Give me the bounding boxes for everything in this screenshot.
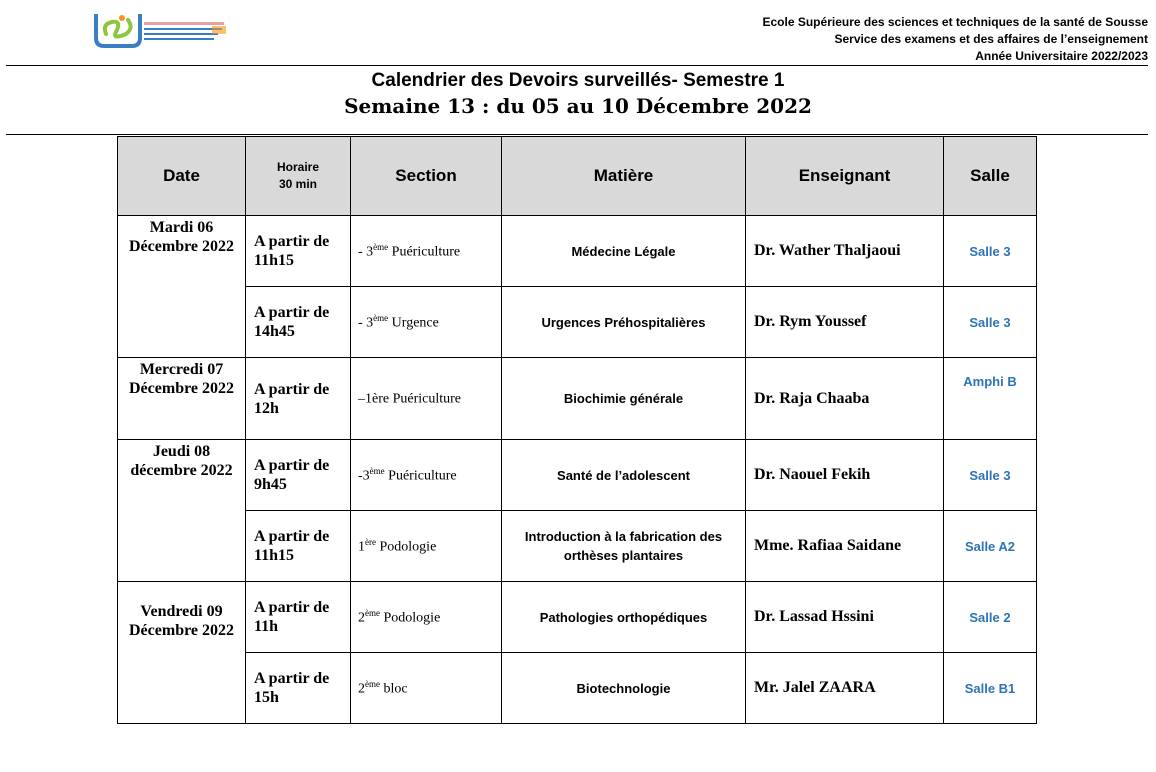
horaire-time: 12h <box>254 399 279 417</box>
date-cell <box>118 216 246 358</box>
horaire-label: A partir de <box>254 233 330 250</box>
institution-header <box>763 14 1149 65</box>
section-name: Podologie <box>376 539 437 555</box>
header-divider <box>6 65 1148 66</box>
enseignant-cell: Mr. Jalel ZAARA <box>746 653 944 724</box>
section-name: Urgence <box>388 315 439 331</box>
date-month: Décembre 2022 <box>129 380 234 397</box>
matiere-cell: Biotechnologie <box>502 653 746 724</box>
section-cell <box>351 653 502 724</box>
horaire-time: 14h45 <box>254 323 295 340</box>
horaire-label: A partir de <box>254 528 330 545</box>
service-name: Service des examens et des affaires de l’enseignement <box>834 32 1148 46</box>
section-prefix: 1 <box>358 539 365 555</box>
salle-cell: Amphi B <box>944 358 1037 440</box>
school-logo <box>92 12 227 48</box>
horaire-label: A partir de <box>254 304 330 321</box>
school-name: Ecole Supérieure des sciences et techniques de la santé de Sousse <box>762 15 1148 29</box>
horaire-cell <box>246 511 351 582</box>
section-prefix: - 3 <box>358 244 374 260</box>
matiere-cell: Urgences Préhospitalières <box>502 287 746 358</box>
horaire-time: 9h45 <box>254 476 287 493</box>
matiere-cell: Introduction à la fabrication des orthèses plantaires <box>502 511 746 582</box>
enseignant-cell: Dr. Naouel Fekih <box>746 440 944 511</box>
date-month: décembre 2022 <box>130 462 233 479</box>
date-month: Décembre 2022 <box>129 622 234 639</box>
horaire-cell <box>246 582 351 653</box>
horaire-cell <box>246 358 351 440</box>
date-cell <box>118 582 246 724</box>
enseignant-cell: Dr. Lassad Hssini <box>746 582 944 653</box>
col-salle: Salle <box>944 137 1037 216</box>
section-name: Puériculture <box>384 468 457 484</box>
date-cell <box>118 358 246 440</box>
salle-cell: Salle 3 <box>944 440 1037 511</box>
section-cell <box>351 358 502 440</box>
table-row <box>118 358 1037 440</box>
section-prefix: - 3 <box>358 315 374 331</box>
date-cell <box>118 440 246 582</box>
matiere-cell: Santé de l’adolescent <box>502 440 746 511</box>
section-sup: ème <box>369 465 385 476</box>
document-title: Calendrier des Devoirs surveillés- Semestre 1 <box>371 70 785 91</box>
title-divider <box>6 134 1148 135</box>
section-prefix: –1ère Puériculture <box>358 391 462 407</box>
academic-year: Année Universitaire 2022/2023 <box>975 49 1148 63</box>
enseignant-cell: Dr. Raja Chaaba <box>746 358 944 440</box>
section-prefix: -3 <box>358 468 370 484</box>
exam-schedule-table <box>117 136 1037 724</box>
section-cell <box>351 440 502 511</box>
horaire-label: A partir de <box>254 380 330 398</box>
col-date: Date <box>118 137 246 216</box>
salle-cell: Salle 2 <box>944 582 1037 653</box>
date-day: Mardi 06 <box>149 219 214 236</box>
section-sup: ère <box>365 536 376 547</box>
col-enseignant: Enseignant <box>746 137 944 216</box>
col-horaire-label: Horaire <box>276 160 320 174</box>
section-cell <box>351 511 502 582</box>
horaire-time: 11h15 <box>254 547 295 564</box>
section-sup: ème <box>373 312 389 323</box>
section-name: Puériculture <box>388 244 461 260</box>
matiere-cell: Biochimie générale <box>502 358 746 440</box>
col-horaire-duration: 30 min <box>278 177 317 191</box>
horaire-label: A partir de <box>254 670 330 687</box>
col-matiere: Matière <box>502 137 746 216</box>
table-row <box>118 440 1037 511</box>
horaire-time: 15h <box>254 689 279 706</box>
table-row <box>118 511 1037 582</box>
horaire-time: 11h <box>254 618 279 635</box>
table-row <box>118 287 1037 358</box>
section-prefix: 2 <box>358 610 365 626</box>
section-cell <box>351 216 502 287</box>
table-row <box>118 653 1037 724</box>
matiere-cell: Pathologies orthopédiques <box>502 582 746 653</box>
salle-cell: Salle A2 <box>944 511 1037 582</box>
horaire-cell <box>246 216 351 287</box>
salle-cell: Salle 3 <box>944 216 1037 287</box>
date-month: Décembre 2022 <box>129 238 234 255</box>
section-cell <box>351 287 502 358</box>
section-name: Podologie <box>380 610 441 626</box>
horaire-cell <box>246 440 351 511</box>
table-row <box>118 582 1037 653</box>
section-cell <box>351 582 502 653</box>
horaire-label: A partir de <box>254 457 330 474</box>
horaire-cell <box>246 653 351 724</box>
table-header-row <box>118 137 1037 216</box>
horaire-time: 11h15 <box>254 252 295 269</box>
section-sup: ème <box>373 241 389 252</box>
date-day: Jeudi 08 <box>152 443 211 460</box>
section-sup: ème <box>365 678 380 689</box>
section-sup: ème <box>365 607 380 618</box>
col-section: Section <box>351 137 502 216</box>
horaire-label: A partir de <box>254 599 330 616</box>
section-name: bloc <box>380 681 408 697</box>
col-horaire <box>246 137 351 216</box>
date-day: Vendredi 09 <box>140 603 223 620</box>
matiere-cell: Médecine Légale <box>502 216 746 287</box>
enseignant-cell: Dr. Wather Thaljaoui <box>746 216 944 287</box>
salle-cell: Salle B1 <box>944 653 1037 724</box>
table-row <box>118 216 1037 287</box>
date-day: Mercredi 07 <box>139 361 224 378</box>
enseignant-cell: Dr. Rym Youssef <box>746 287 944 358</box>
salle-cell: Salle 3 <box>944 287 1037 358</box>
section-prefix: 2 <box>358 681 365 697</box>
enseignant-cell: Mme. Rafiaa Saidane <box>746 511 944 582</box>
week-subtitle: Semaine 13 : du 05 au 10 Décembre 2022 <box>344 94 812 118</box>
horaire-cell <box>246 287 351 358</box>
